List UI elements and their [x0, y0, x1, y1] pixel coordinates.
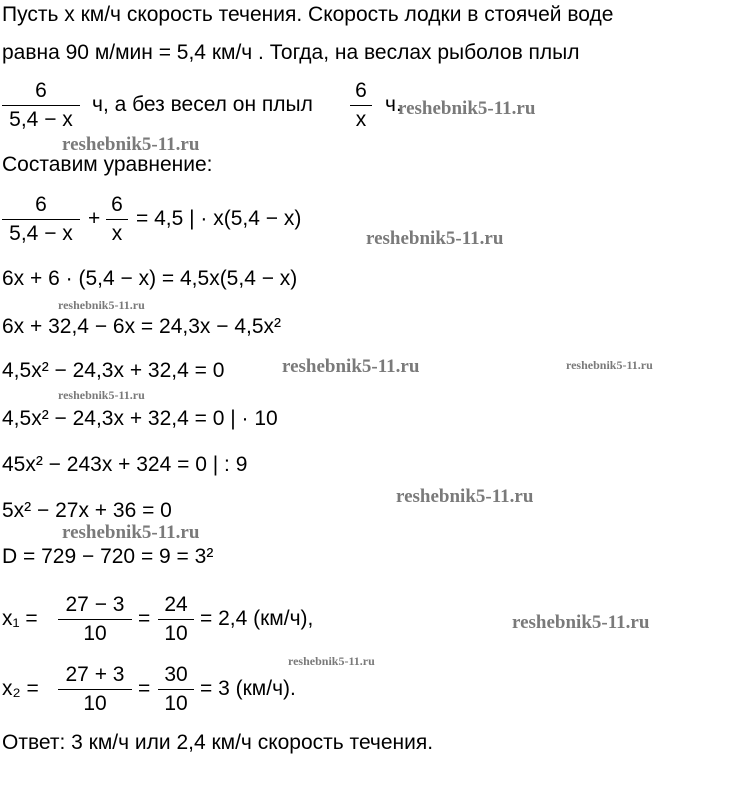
fraction-bar	[2, 105, 80, 106]
fraction-bar	[158, 619, 194, 620]
root1-equals: =	[138, 607, 151, 630]
step-line: 5x² − 27x + 36 = 0	[2, 499, 172, 522]
watermark: reshebnik5-11.ru	[58, 298, 145, 312]
fraction-bar	[58, 689, 132, 690]
step-line: 6x + 6 · (5,4 − x) = 4,5x(5,4 − x)	[2, 267, 298, 290]
fraction-numerator: 24	[164, 593, 188, 616]
root1-result: = 2,4 (км/ч),	[200, 607, 314, 630]
fraction-denominator: 10	[83, 622, 107, 645]
watermark: reshebnik5-11.ru	[396, 486, 534, 507]
intro-fraction-b	[350, 78, 372, 133]
root1-label: x₁ =	[2, 607, 38, 630]
watermark: reshebnik5-11.ru	[282, 356, 420, 377]
intro-line-2: равна 90 м/мин = 5,4 км/ч . Тогда, на веслах рыболов плыл	[2, 41, 580, 64]
fraction-denominator: 10	[164, 692, 188, 715]
fraction-numerator: 6	[35, 193, 47, 216]
watermark: reshebnik5-11.ru	[366, 228, 504, 249]
root2-equals: =	[138, 677, 151, 700]
equation-rhs: = 4,5 | · x(5,4 − x)	[136, 207, 302, 230]
fraction-bar	[58, 619, 132, 620]
equation-fraction-1	[2, 192, 80, 247]
fraction-numerator: 6	[111, 193, 123, 216]
intro-end-text: ч.	[385, 93, 402, 116]
answer-line: Ответ: 3 км/ч или 2,4 км/ч скорость течения.	[2, 731, 434, 754]
fraction-bar	[158, 689, 194, 690]
root2-fraction-1	[58, 662, 132, 717]
watermark: reshebnik5-11.ru	[62, 134, 200, 155]
fraction-numerator: 6	[35, 79, 47, 102]
watermark: reshebnik5-11.ru	[566, 358, 653, 372]
fraction-numerator: 6	[355, 79, 367, 102]
watermark: reshebnik5-11.ru	[512, 612, 650, 633]
root1-fraction-2	[158, 592, 194, 647]
intro-line-1: Пусть x км/ч скорость течения. Скорость лодки в стоячей воде	[2, 3, 614, 26]
watermark: reshebnik5-11.ru	[288, 654, 375, 668]
step-line: 6x + 32,4 − 6x = 24,3x − 4,5x²	[2, 315, 282, 338]
fraction-denominator: x	[111, 222, 123, 245]
fraction-bar	[106, 219, 128, 220]
equation-fraction-2	[106, 192, 128, 247]
fraction-denominator: 10	[83, 692, 107, 715]
intro-mid-text: ч, а без весел он плыл	[92, 93, 313, 116]
compose-heading: Составим уравнение:	[2, 153, 213, 176]
equation-plus: +	[88, 207, 101, 230]
watermark: reshebnik5-11.ru	[58, 388, 145, 402]
fraction-denominator: x	[355, 108, 367, 131]
fraction-denominator: 5,4 − x	[9, 108, 73, 131]
fraction-numerator: 27 − 3	[65, 593, 125, 616]
step-line: D = 729 − 720 = 9 = 3²	[2, 545, 214, 568]
step-line: 4,5x² − 24,3x + 32,4 = 0 | · 10	[2, 407, 278, 430]
fraction-bar	[2, 219, 80, 220]
fraction-denominator: 10	[164, 622, 188, 645]
root2-label: x₂ =	[2, 677, 39, 700]
intro-fraction-a	[2, 78, 80, 133]
fraction-denominator: 5,4 − x	[9, 222, 73, 245]
step-line: 45x² − 243x + 324 = 0 | : 9	[2, 453, 248, 476]
watermark: reshebnik5-11.ru	[398, 98, 536, 119]
root2-result: = 3 (км/ч).	[200, 677, 296, 700]
root1-fraction-1	[58, 592, 132, 647]
watermark: reshebnik5-11.ru	[62, 522, 200, 543]
root2-fraction-2	[158, 662, 194, 717]
fraction-numerator: 30	[164, 663, 188, 686]
fraction-numerator: 27 + 3	[65, 663, 125, 686]
step-line: 4,5x² − 24,3x + 32,4 = 0	[2, 359, 225, 382]
fraction-bar	[350, 105, 372, 106]
